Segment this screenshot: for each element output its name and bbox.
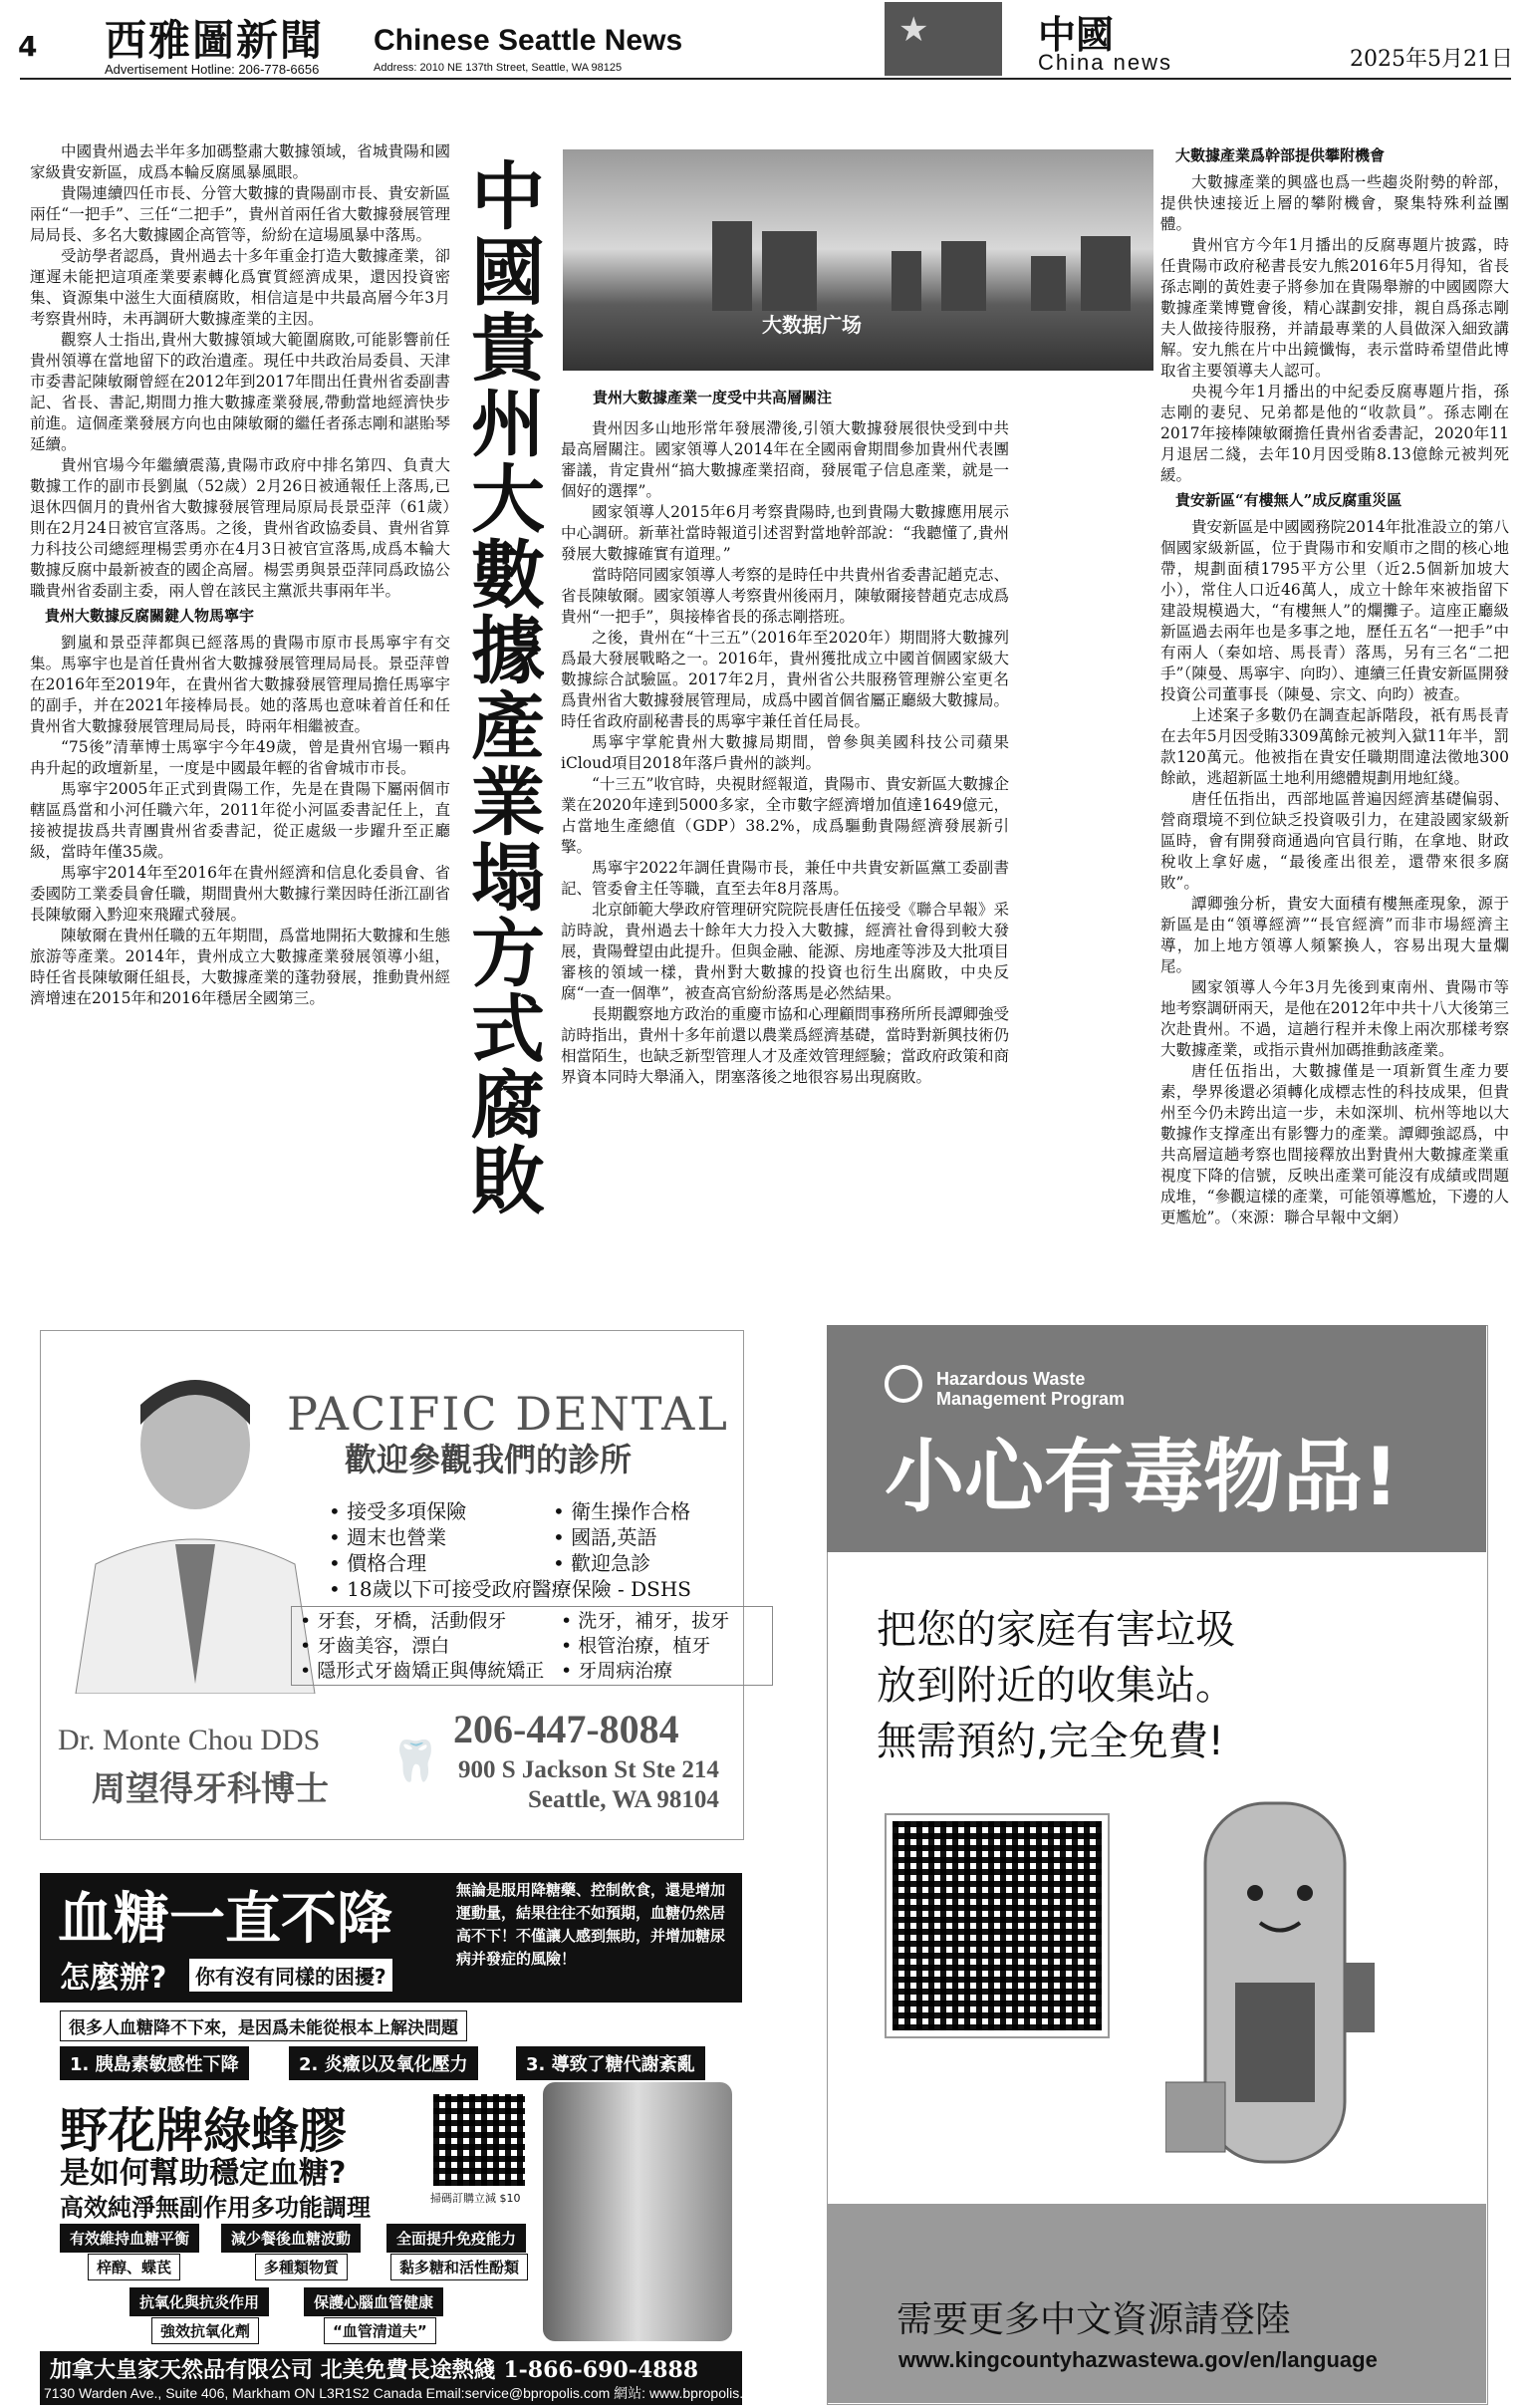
body-line: 無需預約,完全免費! bbox=[877, 1719, 1224, 1764]
address-line: Seattle, WA 98104 bbox=[528, 1786, 719, 1813]
hazwaste-more: 需要更多中文資源請登陸 bbox=[896, 2299, 1292, 2340]
propolis-bottle-icon bbox=[543, 2082, 732, 2341]
battery-mascot-icon bbox=[1165, 1783, 1385, 2202]
dental-address bbox=[458, 1755, 719, 1815]
hazwaste-body bbox=[877, 1602, 1235, 1769]
paragraph: 貴州官場今年繼續震蕩,貴陽市政府中排名第四、負責大數據工作的副市長劉嵐（52歲）2月26日被通報任上落馬,已退休四個月的貴州省大數據發展管理局原局長景亞萍（61歲）則在2月24日被官宣落馬。之後，貴州省政協委員、貴州省算力科技公司總經理楊雲勇亦在4月3日被官宣落馬,成爲本輪大數據反腐中最新被查的國企高層。楊雲勇與景亞萍同爲政協公職貴州省委副主委，兩人曾在該民主黨派共事兩年半。 bbox=[30, 456, 450, 600]
paragraph: 長期觀察地方政治的重慶市協和心理顧問事務所所長譚卿強受訪時指出，貴州十多年前還以農業爲經濟基礎，當時對新興技術仍相當陌生，也缺乏新型管理人才及產效管理經驗；當政府政策和商界資本同時大舉涌入，閉塞落後之地很容易出現腐敗。 bbox=[561, 1005, 1009, 1086]
paragraph: 上述案子多數仍在調查起訴階段，祇有馬長青在去年5月因受賄3309萬餘元被判入獄11年半，罰款120萬元。他被指在貴安任職期間違法徵地300餘畝，逃超新區土地利用總體規劃用地紅綫。 bbox=[1160, 706, 1509, 787]
feature-item: 18歲以下可接受政府醫療保險 - DSHS bbox=[347, 1577, 691, 1601]
qr-code-icon[interactable] bbox=[433, 2094, 525, 2186]
paragraph: 受訪學者認爲，貴州過去十多年重金打造大數據產業，卻運遲未能把這項產業要素轉化爲實質經濟成果，還因投資密集、資源集中滋生大面積腐敗，相信這是中共最高層今年3月考察貴州時，未再調研大數據產業的主因。 bbox=[30, 247, 450, 328]
address-line: 900 S Jackson St Ste 214 bbox=[458, 1756, 719, 1783]
company-line: 加拿大皇家天然品有限公司 北美免費長途熱綫 1-866-690-4888 bbox=[50, 2357, 699, 2383]
service-item: 牙齒美容，漂白 bbox=[317, 1635, 450, 1657]
qr-code-icon[interactable] bbox=[887, 1815, 1108, 2036]
article-column-1 bbox=[30, 141, 450, 1009]
article-headline: 中國貴州大數據產業塌方式腐敗 bbox=[471, 154, 545, 1224]
section-subtitle: China news bbox=[1038, 50, 1172, 75]
paragraph: 譚卿強分析，貴安大面積有樓無產現象，源于新區是由“領導經濟”“長官經濟”而非市場經濟主導，加上地方領導人頻繁換人，容易出現大量爛尾。 bbox=[1160, 895, 1509, 975]
dental-features-right: • 衛生操作合格 • 國語,英語 • 歡迎急診 bbox=[553, 1499, 691, 1575]
benefit-sub: 黏多糖和活性酚類 bbox=[390, 2254, 528, 2280]
paragraph: 貴州官方今年1月播出的反腐專題片披露，時任貴陽市政府秘書長安九熊2016年5月得知，省長孫志剛的黃姓妻子將參加在貴陽舉辦的中國國際大數據產業博覽會後，精心謀劃安排，親自爲孫志剛夫人做接待服務，并請最專業的人員做深入細致講解。安九熊在片中出鏡懺悔，表示當時希望借此博取省主要領導夫人認可。 bbox=[1160, 236, 1509, 380]
cause-title: 很多人血糖降不下來，是因爲未能從根本上解決問題 bbox=[60, 2010, 467, 2041]
paragraph: 馬寧宇掌舵貴州大數據局期間，曾參與美國科技公司蘋果iCloud項目2018年落戶貴州的談判。 bbox=[561, 733, 1009, 772]
masthead-chinese: 西雅圖新聞 bbox=[105, 16, 325, 65]
paragraph: 大數據產業的興盛也爲一些趨炎附勢的幹部，提供快速接近上層的攀附機會，聚集特殊利益團體。 bbox=[1160, 173, 1509, 233]
big-data-square-photo bbox=[563, 149, 1153, 371]
service-item: 根管治療，植牙 bbox=[578, 1635, 711, 1657]
paragraph: 貴安新區是中國國務院2014年批准設立的第八個國家級新區，位于貴陽市和安順市之間的核心地帶，規劃面積1795平方公里（近2.5個新加坡大小），常住人口近46萬人，成立十餘年來被指留下建設規模過大，“有樓無人”的爛攤子。這座正廳級新區過去兩年也是多事之地，歷任五名“一把手”中有兩人（秦如培、馬長青）落馬，另有三名“二把手”（陳曼、馬寧宇、向昀）、連續三任貴安新區開發投資公司董事長（陳曼、宗文、向昀）被查。 bbox=[1160, 518, 1509, 703]
ad-hotline: Advertisement Hotline: 206-778-6656 bbox=[105, 62, 320, 77]
benefit-title: 抗氧化與抗炎作用 bbox=[129, 2287, 269, 2316]
paragraph: 馬寧宇2022年調任貴陽市長，兼任中共貴安新區黨工委副書記、管委會主任等職，直至去年8月落馬。 bbox=[561, 859, 1009, 898]
cause-item: 3. 導致了糖代謝紊亂 bbox=[516, 2046, 705, 2080]
paragraph: “十三五”收官時，央視財經報道，貴陽市、貴安新區大數據企業在2020年達到5000多家，全市數字經濟增加值達1649億元，占當地生產總值（GDP）38.2%，成爲驅動貴陽經濟發展新引擎。 bbox=[561, 775, 1009, 856]
paragraph: 劉嵐和景亞萍都與已經落馬的貴陽市原市長馬寧宇有交集。馬寧宇也是首任貴州省大數據發展管理局局長。景亞萍曾在2016年至2019年，在貴州省大數據發展管理局擔任馬寧宇的副手，并在2021年接棒局長。她的落馬也意味着首任和任貴州省大數據發展管理局局長，時兩年相繼被查。 bbox=[30, 634, 450, 735]
propolis-how: 是如何幫助穩定血糖? bbox=[60, 2156, 347, 2191]
paragraph: 當時陪同國家領導人考察的是時任中共貴州省委書記趙克志、省長陳敏爾。國家領導人考察貴州後兩月，陳敏爾接替趙克志成爲貴州“一把手”，與接棒省長的孫志剛搭班。 bbox=[561, 566, 1009, 626]
dental-features-left: • 接受多項保險 • 週末也營業 • 價格合理 • 18歲以下可接受政府醫療保險 - DSHS bbox=[329, 1499, 691, 1601]
paragraph: 國家領導人今年3月先後到東南州、貴陽市等地考察調研兩天，是他在2012年中共十八大後第三次赴貴州。不過，這趟行程并未像上兩次那樣考察大數據產業，或指示貴州加碼推動該產業。 bbox=[1160, 978, 1509, 1059]
feature-item: 衛生操作合格 bbox=[571, 1499, 691, 1523]
masthead-address: Address: 2010 NE 137th Street, Seattle, WA 98125 bbox=[374, 62, 623, 74]
hazwaste-logo-icon bbox=[885, 1365, 922, 1403]
propolis-brand: 野花牌綠蜂膠 bbox=[60, 2103, 348, 2159]
body-line: 把您的家庭有害垃圾 bbox=[877, 1607, 1235, 1653]
propolis-effect: 高效純淨無副作用多功能調理 bbox=[60, 2194, 371, 2222]
qr-label: 掃碼訂購立減 $10 bbox=[430, 2192, 521, 2205]
subheading: 大數據產業爲幹部提供攀附機會 bbox=[1175, 146, 1386, 164]
paragraph: 唐任伍指出，西部地區普遍因經濟基礎偏弱、營商環境不到位缺乏投資吸引力，在建設國家級新區時，會有開發商通過向官員行賄，在拿地、財政稅收上拿好處，“最後產出很差，還帶來很多腐敗”。 bbox=[1160, 790, 1509, 892]
feature-item: 價格合理 bbox=[347, 1551, 427, 1575]
china-flag-icon: ★ bbox=[885, 2, 1002, 76]
feature-item: 國語,英語 bbox=[571, 1525, 657, 1549]
masthead-english: Chinese Seattle News bbox=[374, 24, 683, 57]
hazwaste-program: Hazardous Waste Management Program bbox=[936, 1369, 1126, 1409]
paragraph: 央視今年1月播出的中紀委反腐專題片指，孫志剛的妻兒、兄弟都是他的“收款員”。孫志剛在2017年接棒陳敏爾擔任貴州省委書記，2020年11月退居二綫，去年10月因受賄8.13億餘元被判死緩。 bbox=[1160, 383, 1509, 484]
paragraph: 貴陽連續四任市長、分管大數據的貴陽副市長、貴安新區兩任“一把手”、三任“二把手”，貴州首兩任省大數據發展管理局局長、多名大數據國企高管等，紛紛在這場風暴中落馬。 bbox=[30, 184, 450, 244]
paragraph: 北京師範大學政府管理研究院院長唐任伍接受《聯合早報》采訪時說，貴州過去十餘年大力投入大數據，經濟社會得到較大發展，貴陽聲望由此提升。但與金融、能源、房地產等涉及大批項目審核的領域一樣，貴州對大數據的投資也衍生出腐敗，中央反腐“一查一個準”，被查高官紛紛落馬是必然結果。 bbox=[561, 901, 1009, 1002]
benefit-title: 減少餐後血糖波動 bbox=[221, 2224, 361, 2253]
paragraph: 之後，貴州在“十三五”（2016年至2020年）期間將大數據列爲最大發展戰略之一。2016年，貴州獲批成立中國首個國家級大數據綜合試驗區。2017年2月，貴州省公共服務管理辦公室更名爲貴州省大數據發展管理局，成爲中國首個省屬正廳級大數據局。時任省政府副秘書長的馬寧宇兼任首任局長。 bbox=[561, 629, 1009, 730]
cause-item: 2. 炎癥以及氧化壓力 bbox=[289, 2046, 478, 2080]
benefit-title: 保護心腦血管健康 bbox=[304, 2287, 443, 2316]
paragraph: 中國貴州過去半年多加碼整肅大數據領域，省城貴陽和國家級貴安新區，成爲本輪反腐風暴風眼。 bbox=[30, 142, 450, 181]
page-number: 4 bbox=[18, 30, 38, 63]
body-line: 放到附近的收集站。 bbox=[877, 1663, 1235, 1709]
paragraph: 馬寧宇2014年至2016年在貴州經濟和信息化委員會、省委國防工業委員會任職，期間貴州大數據行業因時任浙江副省長陳敏爾入黔迎來飛躍式發展。 bbox=[30, 864, 450, 924]
company-address: 7130 Warden Ave., Suite 406, Markham ON L3R1S2 Canada Email:service@bpropolis.com 網站: www.bpropolis.com bbox=[44, 2385, 770, 2401]
service-item: 隱形式牙齒矯正與傳統矯正 bbox=[317, 1660, 545, 1682]
paragraph: 陳敏爾在貴州任職的五年期間，爲當地開拓大數據和生態旅游等產業。2014年，貴州成立大數據產業發展領導小組，時任省長陳敏爾任組長，大數據產業的蓬勃發展，推動貴州經濟增速在2015年和2016年穩居全國第三。 bbox=[30, 927, 450, 1007]
feature-item: 週末也營業 bbox=[347, 1525, 447, 1549]
cause-item: 1. 胰島素敏感性下降 bbox=[60, 2046, 249, 2080]
dental-services-box: • 牙套，牙橋，活動假牙 • 牙齒美容，漂白 • 隱形式牙齒矯正與傳統矯正 • 洗牙，補牙，拔牙 • 根管治療，植牙 • 牙周病治療 bbox=[291, 1606, 773, 1686]
benefit-sub: “血管清道夫” bbox=[324, 2317, 436, 2344]
tooth-icon: 🦷 bbox=[390, 1739, 440, 1784]
photo-sign-text: 大数据广场 bbox=[762, 313, 862, 337]
dentist-portrait-icon bbox=[56, 1365, 325, 1694]
benefit-sub: 多種類物質 bbox=[255, 2254, 348, 2280]
benefit-title: 有效維持血糖平衡 bbox=[60, 2224, 199, 2253]
feature-item: 接受多項保險 bbox=[347, 1499, 467, 1523]
bloodsugar-how: 怎麼辦? bbox=[60, 1961, 167, 1996]
dental-title: PACIFIC DENTAL bbox=[287, 1387, 729, 1441]
hazwaste-url[interactable]: www.kingcountyhazwastewa.gov/en/language bbox=[898, 2347, 1378, 2372]
dentist-name-en: Dr. Monte Chou DDS bbox=[58, 1724, 321, 1756]
benefit-sub: 強效抗氧化劑 bbox=[151, 2317, 259, 2344]
header-rule bbox=[20, 78, 1511, 80]
photo-caption: 貴州大數據產業一度受中共高層關注 bbox=[593, 389, 833, 406]
article-column-2 bbox=[561, 418, 1009, 1088]
bloodsugar-description: 無論是服用降糖藥、控制飲食，還是增加運動量，結果往往不如預期，血糖仍然居高不下！不僅讓人感到無助，并增加糖尿病并發症的風險！ bbox=[456, 1881, 726, 1968]
benefit-title: 全面提升免疫能力 bbox=[386, 2224, 526, 2253]
paragraph: 國家領導人2015年6月考察貴陽時,也到貴陽大數據應用展示中心調研。新華社當時報道引述習對當地幹部說：“我聽懂了,貴州發展大數據確實有道理。” bbox=[561, 503, 1009, 563]
bloodsugar-question: 你有沒有同樣的困擾? bbox=[189, 1959, 392, 1992]
paragraph: 唐任伍指出，大數據僅是一項新質生產力要素，學界後還必須轉化成標志性的科技成果，但貴州至今仍未跨出這一步，未如深圳、杭州等地以大數據作支撑產出有影響力的產業。譚卿強認爲，中共高層這趟考察也間接釋放出對貴州大數據產業重視度下降的信號，反映出產業可能沒有成績或問題成堆，“參觀這樣的產業，可能領導尷尬，下邊的人更尷尬”。（來源：聯合早報中文網） bbox=[1160, 1062, 1509, 1226]
feature-item: 歡迎急診 bbox=[571, 1551, 651, 1575]
subheading: 貴州大數據反腐關鍵人物馬寧宇 bbox=[45, 607, 255, 625]
paragraph: 觀察人士指出,貴州大數據領域大範圍腐敗,可能影響前任貴州領導在當地留下的政治遺產。現任中共政治局委員、天津市委書記陳敏爾曾經在2012年到2017年間出任貴州省委副書記、省長、書記,期間力推大數據產業發展,帶動當地經濟快步前進。這個產業發展方向也由陳敏爾的繼任者孫志剛和諶貽琴延續。 bbox=[30, 331, 450, 453]
paragraph: “75後”清華博士馬寧宇今年49歲，曾是貴州官場一顆冉冉升起的政壇新星，一度是中國最年輕的省會城市市長。 bbox=[30, 738, 450, 777]
dental-phone[interactable]: 206-447-8084 bbox=[453, 1707, 679, 1751]
article-column-3 bbox=[1160, 141, 1509, 1228]
benefit-sub: 梓醇、蝶芪 bbox=[88, 2254, 180, 2280]
subheading: 貴安新區“有樓無人”成反腐重災區 bbox=[1175, 491, 1403, 509]
section-title: 中國 bbox=[1038, 12, 1115, 57]
paragraph: 馬寧宇2005年正式到貴陽工作，先是在貴陽下屬兩個市轄區爲當和小河任職六年，2011年從小河區委書記任上，直接被提拔爲共青團貴州省委書記，從正處級一步躍升至正廳級，當時年僅35歲。 bbox=[30, 780, 450, 861]
dentist-name-cn: 周望得牙科博士 bbox=[92, 1769, 329, 1809]
service-item: 洗牙，補牙，拔牙 bbox=[578, 1610, 730, 1632]
issue-date: 2025年5月21日 bbox=[1350, 47, 1513, 72]
paragraph: 貴州因多山地形常年發展滯後,引領大數據發展很快受到中共最高層關注。國家領導人2014年在全國兩會期間參加貴州代表團審議，肯定貴州“搞大數據產業招商，發展電子信息產業，就是一個好的選擇”。 bbox=[561, 419, 1009, 500]
dental-subtitle: 歡迎參觀我們的診所 bbox=[345, 1441, 633, 1478]
bloodsugar-headline: 血糖一直不降 bbox=[58, 1886, 392, 1952]
service-item: 牙套，牙橋，活動假牙 bbox=[317, 1610, 507, 1632]
hazwaste-headline: 小心有毒物品! bbox=[885, 1431, 1400, 1523]
service-item: 牙周病治療 bbox=[578, 1660, 673, 1682]
